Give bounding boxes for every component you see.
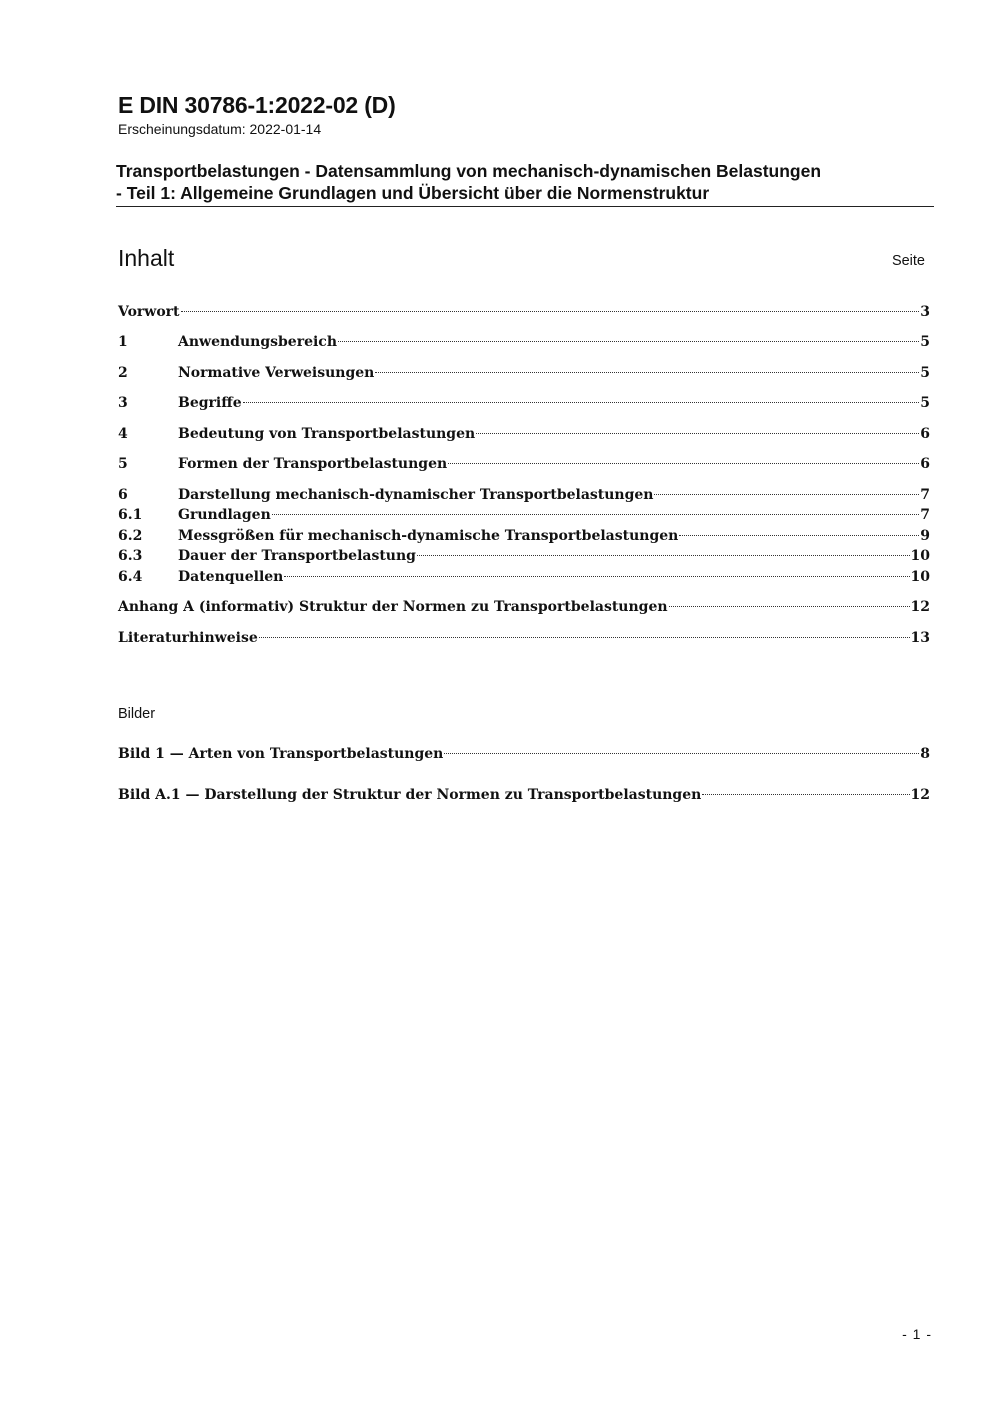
toc-leader xyxy=(272,514,920,515)
toc-entry-number: 3 xyxy=(118,395,128,411)
toc-entry-title: Messgrößen für mechanisch-dynamische Transportbelastungen xyxy=(178,528,679,544)
page-number: - 1 - xyxy=(902,1326,932,1342)
figure-entry-bild-1[interactable] xyxy=(118,744,930,764)
toc-entry-page: 10 xyxy=(910,548,930,564)
toc-leader xyxy=(476,433,919,434)
toc-entry-page: 5 xyxy=(920,334,930,350)
toc-entry-page: 3 xyxy=(920,304,930,320)
document-title-line-1: Transportbelastungen - Datensammlung von mechanisch-dynamischen Belastungen xyxy=(116,161,822,181)
toc-leader xyxy=(243,402,920,403)
document-title xyxy=(116,160,934,207)
figure-entry-title: Bild 1 — Arten von Transportbelastungen xyxy=(118,746,444,762)
toc-entry-number: 4 xyxy=(118,426,128,442)
toc-entry-page: 5 xyxy=(920,365,930,381)
toc-entry-title: Dauer der Transportbelastung xyxy=(178,548,416,564)
toc-entry-1[interactable] xyxy=(118,332,930,352)
figure-entry-page: 12 xyxy=(910,787,930,803)
toc-entry-6-2[interactable] xyxy=(118,526,930,546)
toc-leader xyxy=(338,341,919,342)
toc-leader xyxy=(444,753,919,754)
toc-entry-6[interactable] xyxy=(118,485,930,505)
toc-entry-6-4[interactable] xyxy=(118,567,930,587)
toc-heading: Inhalt xyxy=(118,245,175,271)
toc-entry-title: Datenquellen xyxy=(178,569,284,585)
toc-entry-title: Formen der Transportbelastungen xyxy=(178,456,448,472)
toc-entry-page: 13 xyxy=(910,630,930,646)
toc-entry-3[interactable] xyxy=(118,393,930,413)
page-column-label: Seite xyxy=(891,253,925,269)
toc-entry-anhang-a[interactable] xyxy=(118,597,930,617)
doc-id: E DIN 30786-1:2022-02 (D) xyxy=(118,92,396,118)
toc-leader xyxy=(669,606,910,607)
toc-entry-page: 7 xyxy=(920,507,930,523)
toc-entry-number: 2 xyxy=(118,365,128,381)
toc-entry-page: 9 xyxy=(920,528,930,544)
toc-entry-4[interactable] xyxy=(118,424,930,444)
toc-entry-title: Darstellung mechanisch-dynamischer Transportbelastungen xyxy=(178,487,654,503)
toc-entry-6-1[interactable] xyxy=(118,505,930,525)
toc-entry-title: Anhang A (informativ) Struktur der Normen zu Transportbelastungen xyxy=(118,599,668,615)
toc-entry-6-3[interactable] xyxy=(118,546,930,566)
toc-entry-5[interactable] xyxy=(118,454,930,474)
toc-entry-page: 6 xyxy=(920,456,930,472)
toc-entry-number: 1 xyxy=(118,334,128,350)
toc-entry-literaturhinweise[interactable] xyxy=(118,628,930,648)
figures-heading: Bilder xyxy=(118,706,156,722)
toc-entry-vorwort[interactable] xyxy=(118,302,930,322)
toc-entry-title: Literaturhinweise xyxy=(118,630,258,646)
toc-leader xyxy=(284,576,909,577)
toc-leader xyxy=(654,494,919,495)
toc-entry-number: 6.2 xyxy=(118,528,143,544)
toc-entry-page: 5 xyxy=(920,395,930,411)
toc-entry-page: 12 xyxy=(910,599,930,615)
toc-entry-number: 5 xyxy=(118,456,128,472)
toc-entry-number: 6 xyxy=(118,487,128,503)
toc-entry-page: 10 xyxy=(910,569,930,585)
toc-entry-page: 7 xyxy=(920,487,930,503)
toc-entry-page: 6 xyxy=(920,426,930,442)
toc-entry-title: Begriffe xyxy=(178,395,242,411)
toc-entry-number: 6.1 xyxy=(118,507,143,523)
toc-leader xyxy=(448,463,919,464)
figure-entry-title: Bild A.1 — Darstellung der Struktur der Normen zu Transportbelastungen xyxy=(118,787,702,803)
publication-date: Erscheinungsdatum: 2022-01-14 xyxy=(118,121,322,137)
toc-leader xyxy=(181,311,920,312)
toc-entry-title: Anwendungsbereich xyxy=(178,334,337,350)
toc-leader xyxy=(375,372,919,373)
toc-entry-number: 6.3 xyxy=(118,548,143,564)
toc-leader xyxy=(679,535,919,536)
figure-entry-page: 8 xyxy=(920,746,930,762)
toc-entry-number: 6.4 xyxy=(118,569,143,585)
figure-entry-bild-a1[interactable] xyxy=(118,785,930,805)
toc-entry-title: Vorwort xyxy=(118,304,180,320)
document-title-line-2: - Teil 1: Allgemeine Grundlagen und Übersicht über die Normenstruktur xyxy=(116,183,710,203)
toc-entry-2[interactable] xyxy=(118,363,930,383)
toc-entry-title: Grundlagen xyxy=(178,507,271,523)
toc-leader xyxy=(702,794,909,795)
toc-entry-title: Normative Verweisungen xyxy=(178,365,375,381)
toc-entry-title: Bedeutung von Transportbelastungen xyxy=(178,426,476,442)
toc-leader xyxy=(417,555,910,556)
toc-leader xyxy=(259,637,910,638)
